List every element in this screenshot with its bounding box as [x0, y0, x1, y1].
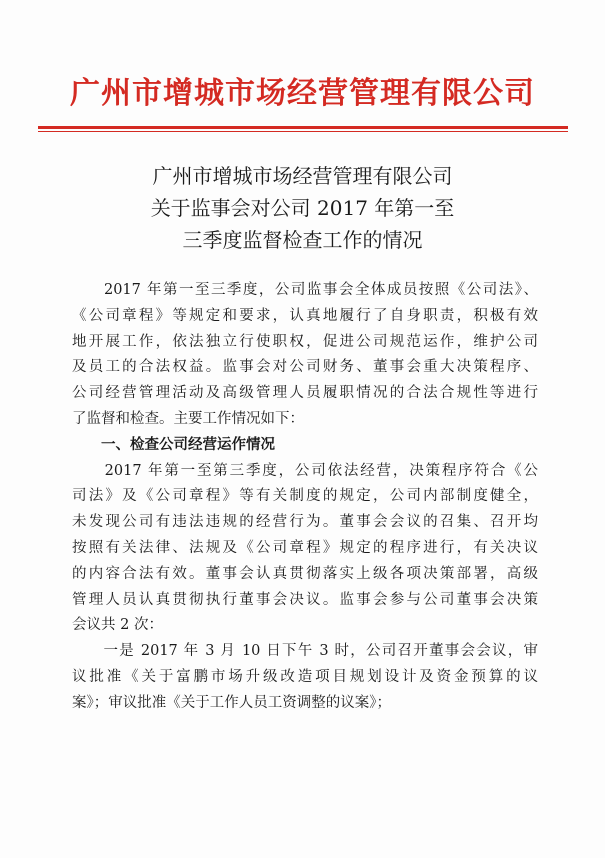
- section-1-line-3: 未发现公司有违法违规的经营行为。董事会会议的召集、召开均: [72, 514, 538, 531]
- intro-line-1: 2017 年第一至三季度，公司监事会全体成员按照《公司法》、: [72, 282, 538, 298]
- intro-paragraph: [72, 278, 538, 433]
- section-1-line-4: 按照有关法律、法规及《公司章程》规定的程序进行，有关决议: [72, 539, 538, 556]
- title-line-1: 广州市增城市场经营管理有限公司: [152, 164, 453, 188]
- letterhead-company-name: 广州市增城市场经营管理有限公司: [70, 76, 535, 111]
- letterhead-red-rule-thick: [38, 126, 568, 129]
- section-1-paragraph: [72, 459, 538, 640]
- item-1-line-2: 议批准《关于富鹏市场升级改造项目规划设计及资金预算的议: [72, 668, 538, 685]
- document-body: [72, 278, 538, 717]
- section-1-line-6: 管理人员认真贯彻执行董事会决议。监事会参与公司董事会决策: [72, 591, 538, 608]
- title-line-2: 关于监事会对公司 2017 年第一至: [150, 196, 455, 220]
- item-1-paragraph: [72, 639, 538, 716]
- intro-line-5: 公司经营管理活动及高级管理人员履职情况的合法合规性等进行: [72, 385, 538, 402]
- document-title: [0, 160, 605, 256]
- section-1-heading: 一、检查公司经营运作情况: [72, 436, 275, 453]
- title-line-3: 三季度监督检查工作的情况: [182, 228, 423, 252]
- section-1-line-5: 的内容合法有效。董事会认真贯彻落实上级各项决策部署，高级: [72, 565, 538, 582]
- section-1-line-1: 2017 年第一至第三季度，公司依法经营，决策程序符合《公: [72, 462, 538, 479]
- intro-line-6: 了监督和检查。主要工作情况如下：: [72, 410, 304, 427]
- section-1-line-7: 会议共 2 次：: [72, 617, 163, 634]
- item-1-line-3: 案》；审议批准《关于工作人员工资调整的议案》；: [72, 694, 391, 711]
- letterhead-red-rule-thin: [38, 131, 568, 132]
- intro-line-3: 地开展工作，依法独立行使职权，促进公司规范运作，维护公司: [72, 333, 538, 350]
- section-1-line-2: 司法》及《公司章程》等有关制度的规定，公司内部制度健全，: [72, 488, 538, 505]
- intro-line-2: 《公司章程》等规定和要求，认真地履行了自身职责，积极有效: [72, 307, 538, 324]
- item-1-line-1: 一是 2017 年 3 月 10 日下午 3 时，公司召开董事会会议，审: [72, 643, 538, 660]
- intro-line-4: 及员工的合法权益。监事会对公司财务、董事会重大决策程序、: [72, 359, 538, 376]
